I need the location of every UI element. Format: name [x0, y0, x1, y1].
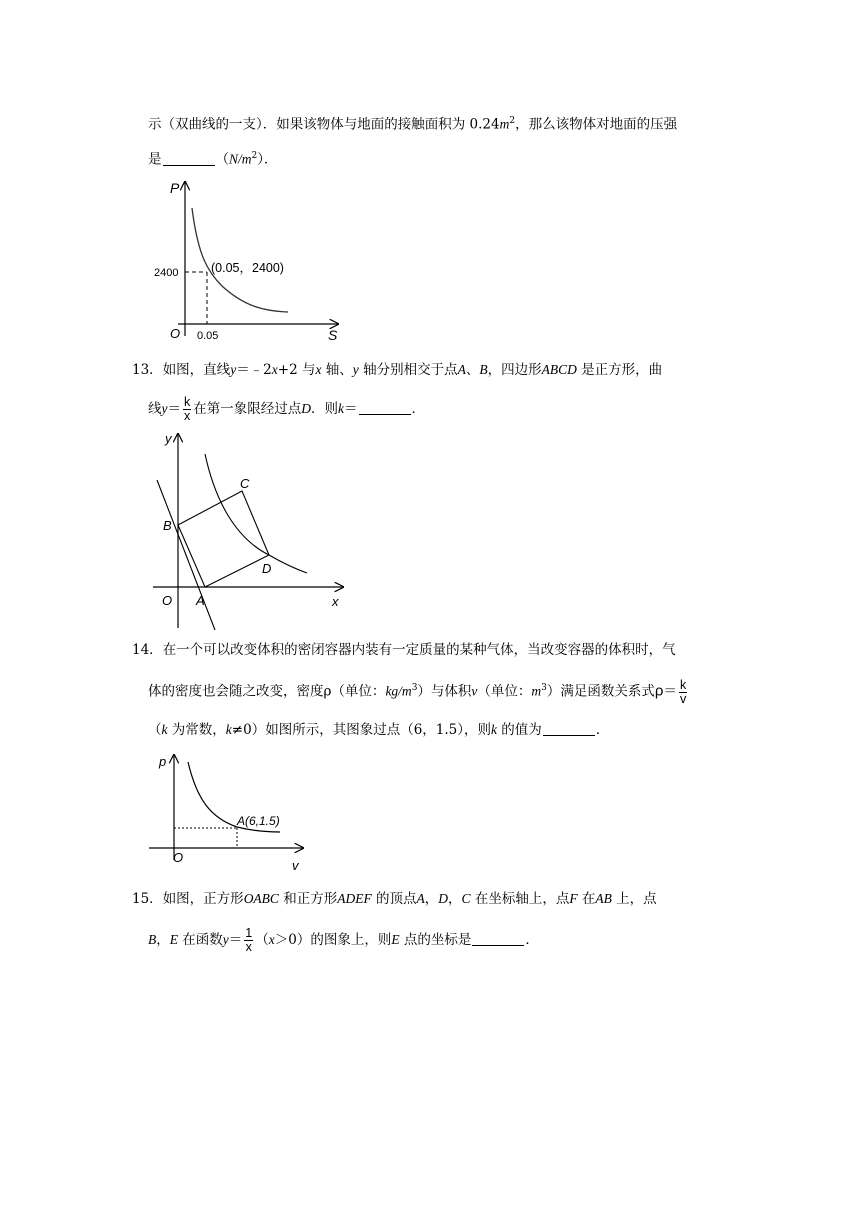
point-label: (0.05，2400)	[211, 261, 284, 275]
point-label-b: B	[163, 518, 172, 533]
axis-label-x: v	[292, 858, 299, 873]
q14-graph	[145, 750, 310, 875]
point-label-a: A(6,1.5)	[237, 814, 280, 828]
point-label-c: C	[240, 476, 250, 491]
q14-line-3: （k 为常数，k≠0）如图所示，其图象过点（6，1.5），则k 的值为 ．	[148, 722, 610, 738]
q13-line-1: 13．如图，直线y＝﹣2x+2 与x 轴、y 轴分别相交于点A、B，四边形ABCD 是正方形，曲	[132, 362, 663, 378]
answer-blank[interactable]	[163, 151, 215, 166]
answer-blank[interactable]	[359, 400, 411, 415]
tick-label-y: 2400	[154, 267, 179, 279]
origin-label: O	[173, 850, 184, 865]
q15-line-2: B，E 在函数y＝ $\frac{1}{x}$ （x＞0）的图象上，则E 点的坐标是 ．	[148, 926, 539, 954]
q13-line-2: 线y＝ $\frac{k}{x}$ 在第一象限经过点D．则k＝ ．	[148, 395, 425, 423]
axis-label-y: y	[165, 431, 172, 446]
origin-label: O	[170, 326, 181, 341]
q12-line-2: 是 $(N/m^2)$．	[148, 151, 278, 168]
axis-label-y: P	[170, 180, 180, 196]
point-label-a: A	[196, 593, 205, 608]
q14-line-2: 体的密度也会随之改变，密度ρ（单位：$kg/m^3$）与体积v（单位：$m^3$）满足函数关系式ρ＝ $\frac{k}{v}$	[148, 677, 687, 706]
tick-label-x: 0.05	[197, 330, 219, 342]
origin-label: O	[162, 593, 173, 608]
hyperbola-curve	[192, 208, 288, 312]
point-label-d: D	[262, 561, 272, 576]
fraction-1-over-x: $\frac{1}{x}$	[245, 926, 253, 954]
square-abcd	[178, 491, 272, 587]
axis-label-x: x	[332, 594, 339, 609]
q12-line-1: 示（双曲线的一支）．如果该物体与地面的接触面积为 $0.24m^2$，那么该物体对地面的压强	[148, 116, 678, 133]
axis-label-y: p	[159, 754, 167, 769]
fraction-k-over-v: $\frac{k}{v}$	[679, 677, 687, 706]
q14-line-1: 14．在一个可以改变体积的密闭容器内装有一定质量的某种气体，当改变容器的体积时，气	[132, 642, 676, 658]
hyperbola-curve	[205, 454, 307, 573]
q12-graph	[148, 176, 348, 346]
answer-blank[interactable]	[543, 721, 595, 736]
axis-label-x: S	[328, 327, 338, 343]
fraction-k-over-x: $\frac{k}{x}$	[184, 395, 191, 423]
q13-graph	[145, 428, 360, 633]
answer-blank[interactable]	[472, 931, 524, 946]
q15-line-1: 15．如图，正方形OABC 和正方形ADEF 的顶点A，D，C 在坐标轴上，点F 在AB 上，点	[132, 891, 657, 907]
